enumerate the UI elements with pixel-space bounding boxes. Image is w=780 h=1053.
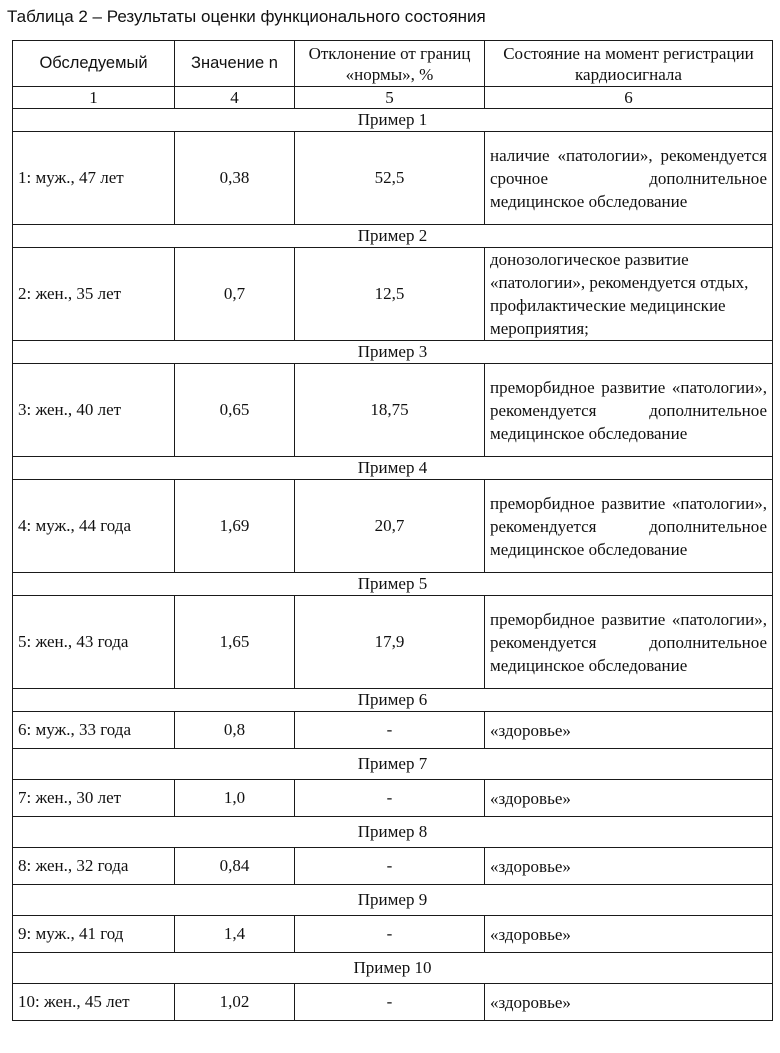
example-label: Пример 8 — [13, 817, 773, 848]
n-value-cell: 0,65 — [175, 364, 295, 457]
column-number: 6 — [485, 87, 773, 109]
header-state: Состояние на момент регистрации кардиосигнала — [485, 41, 773, 87]
deviation-cell: - — [295, 984, 485, 1021]
state-cell: преморбидное развитие «патологии», рекомендуется дополнительное медицинское обследование — [485, 480, 773, 573]
n-value-cell: 0,7 — [175, 248, 295, 341]
example-separator-row — [13, 689, 773, 712]
header-subject: Обследуемый — [13, 41, 175, 87]
example-separator-row — [13, 885, 773, 916]
example-label: Пример 10 — [13, 953, 773, 984]
column-number: 4 — [175, 87, 295, 109]
example-label: Пример 6 — [13, 689, 773, 712]
n-value-cell: 1,02 — [175, 984, 295, 1021]
subject-cell: 7: жен., 30 лет — [13, 780, 175, 817]
subject-cell: 10: жен., 45 лет — [13, 984, 175, 1021]
example-separator-row — [13, 341, 773, 364]
example-separator-row — [13, 817, 773, 848]
state-cell: «здоровье» — [485, 780, 773, 817]
table-row — [13, 712, 773, 749]
column-number: 1 — [13, 87, 175, 109]
state-cell: наличие «патологии», рекомендуется срочное дополнительное медицинское обследование — [485, 132, 773, 225]
table-row — [13, 248, 773, 341]
n-value-cell: 1,4 — [175, 916, 295, 953]
example-separator-row — [13, 109, 773, 132]
example-label: Пример 2 — [13, 225, 773, 248]
example-separator-row — [13, 457, 773, 480]
state-cell: «здоровье» — [485, 848, 773, 885]
example-separator-row — [13, 953, 773, 984]
subject-cell: 4: муж., 44 года — [13, 480, 175, 573]
n-value-cell: 1,65 — [175, 596, 295, 689]
example-label: Пример 9 — [13, 885, 773, 916]
deviation-cell: - — [295, 848, 485, 885]
n-value-cell: 1,0 — [175, 780, 295, 817]
n-value-cell: 0,38 — [175, 132, 295, 225]
table-row — [13, 916, 773, 953]
state-cell: преморбидное развитие «патологии», рекомендуется дополнительное медицинское обследование — [485, 364, 773, 457]
subject-cell: 8: жен., 32 года — [13, 848, 175, 885]
example-label: Пример 7 — [13, 749, 773, 780]
example-label: Пример 1 — [13, 109, 773, 132]
column-number-row — [13, 87, 773, 109]
state-cell: «здоровье» — [485, 916, 773, 953]
results-table — [12, 40, 773, 1021]
n-value-cell: 0,8 — [175, 712, 295, 749]
subject-cell: 3: жен., 40 лет — [13, 364, 175, 457]
table-caption: Таблица 2 – Результаты оценки функционального состояния — [7, 7, 486, 26]
table-row — [13, 480, 773, 573]
subject-cell: 9: муж., 41 год — [13, 916, 175, 953]
header-row — [13, 41, 773, 87]
state-cell: «здоровье» — [485, 984, 773, 1021]
table-row — [13, 780, 773, 817]
state-cell: преморбидное развитие «патологии», рекомендуется дополнительное медицинское обследование — [485, 596, 773, 689]
example-label: Пример 5 — [13, 573, 773, 596]
subject-cell: 2: жен., 35 лет — [13, 248, 175, 341]
example-separator-row — [13, 749, 773, 780]
subject-cell: 6: муж., 33 года — [13, 712, 175, 749]
header-deviation: Отклонение от границ «нормы», % — [295, 41, 485, 87]
example-separator-row — [13, 573, 773, 596]
deviation-cell: - — [295, 916, 485, 953]
column-number: 5 — [295, 87, 485, 109]
table-row — [13, 132, 773, 225]
state-cell: донозологическое развитие «патологии», рекомендуется отдых, профилактические медицинские мероприятия; — [485, 248, 773, 341]
example-label: Пример 4 — [13, 457, 773, 480]
table-row — [13, 848, 773, 885]
deviation-cell: 17,9 — [295, 596, 485, 689]
deviation-cell: 18,75 — [295, 364, 485, 457]
example-label: Пример 3 — [13, 341, 773, 364]
header-n-value: Значение n — [175, 41, 295, 87]
deviation-cell: 12,5 — [295, 248, 485, 341]
state-cell: «здоровье» — [485, 712, 773, 749]
deviation-cell: 20,7 — [295, 480, 485, 573]
subject-cell: 1: муж., 47 лет — [13, 132, 175, 225]
table-row — [13, 984, 773, 1021]
n-value-cell: 0,84 — [175, 848, 295, 885]
deviation-cell: - — [295, 780, 485, 817]
n-value-cell: 1,69 — [175, 480, 295, 573]
deviation-cell: - — [295, 712, 485, 749]
deviation-cell: 52,5 — [295, 132, 485, 225]
table-row — [13, 596, 773, 689]
table-row — [13, 364, 773, 457]
example-separator-row — [13, 225, 773, 248]
subject-cell: 5: жен., 43 года — [13, 596, 175, 689]
